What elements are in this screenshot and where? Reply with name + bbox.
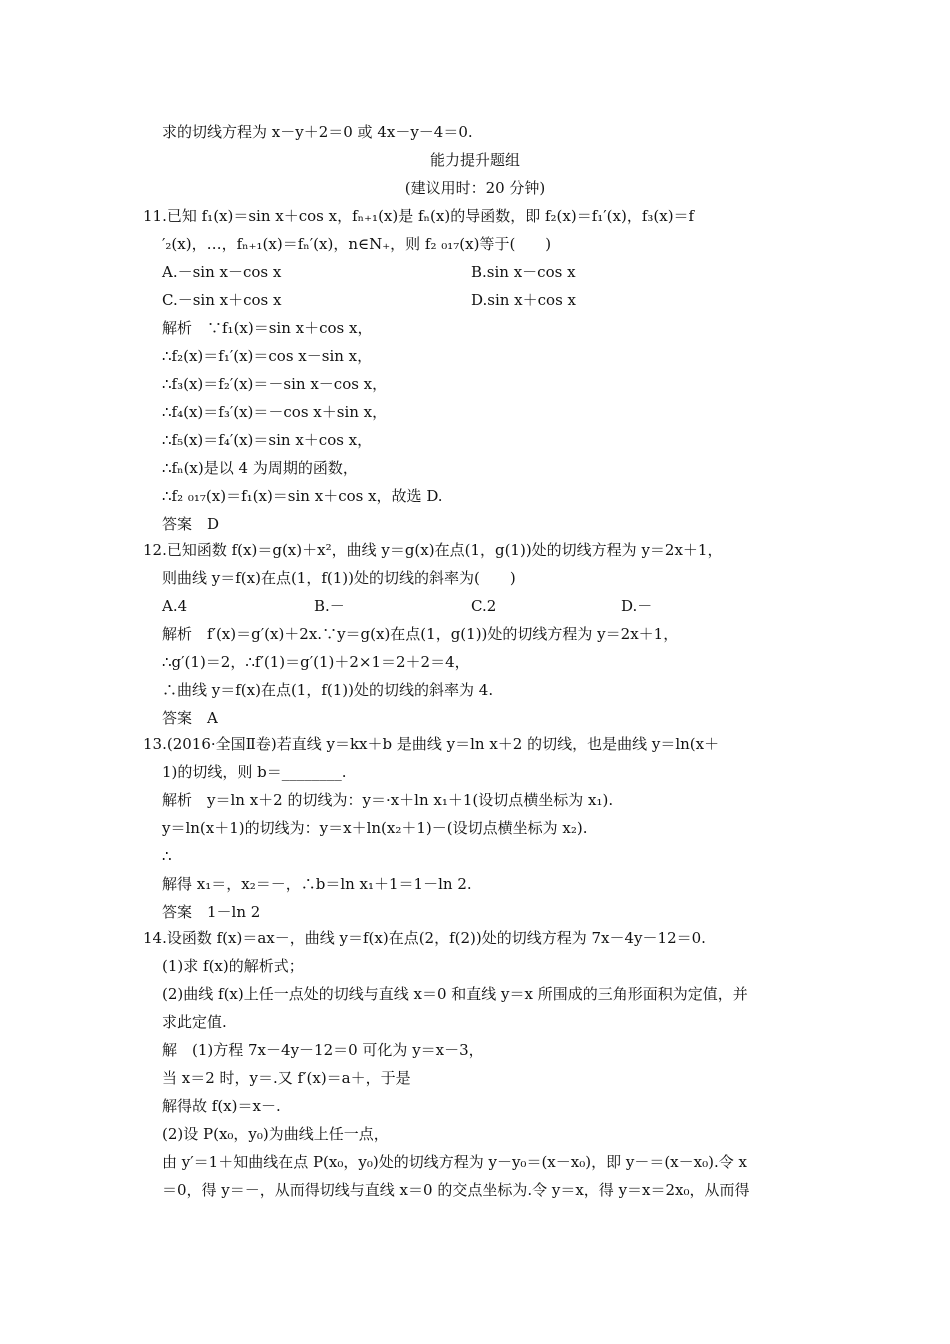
option-d: D.－: [621, 597, 653, 615]
solution-line: 解得故 f(x)＝x－.: [162, 1097, 281, 1115]
solution-line: 解得 x₁＝，x₂＝－，∴b＝ln x₁＋1＝1－ln 2.: [162, 875, 472, 893]
solution-line: 解析 f′(x)＝g′(x)＋2x.∵y＝g(x)在点(1，g(1))处的切线方程为 y＝2x＋1，: [162, 625, 679, 643]
section-heading: 能力提升题组: [429, 151, 520, 169]
text-line: 求的切线方程为 x－y＋2＝0 或 4x－y－4＝0.: [162, 123, 473, 141]
answer-line: 答案 D: [162, 515, 220, 533]
question-13: 13.(2016·全国Ⅱ卷)若直线 y＝kx＋b 是曲线 y＝ln x＋2 的切线，也是曲线 y＝ln(x＋: [143, 735, 720, 753]
option-c: C.－sin x＋cos x: [162, 291, 282, 309]
option-d: D.sin x＋cos x: [471, 291, 577, 309]
question-11: 11.已知 f₁(x)＝sin x＋cos x，fₙ₊₁(x)是 fₙ(x)的导函数，即 f₂(x)＝f₁′(x)，f₃(x)＝f: [143, 207, 695, 225]
solution-line: 解 (1)方程 7x－4y－12＝0 可化为 y＝x－3，: [162, 1041, 484, 1059]
solution-line: ∴fₙ(x)是以 4 为周期的函数，: [162, 459, 358, 477]
solution-line: 解析 y＝ln x＋2 的切线为：y＝·x＋ln x₁＋1(设切点横坐标为 x₁).: [162, 791, 614, 809]
text-line: (1)求 f(x)的解析式；: [162, 957, 304, 975]
solution-line: ∴f₃(x)＝f₂′(x)＝－sin x－cos x，: [162, 375, 388, 393]
solution-line: ∴f₂(x)＝f₁′(x)＝cos x－sin x，: [162, 347, 373, 365]
text-line: (2)曲线 f(x)上任一点处的切线与直线 x＝0 和直线 y＝x 所围成的三角形面积为定值，并: [162, 985, 748, 1003]
text-line: 则曲线 y＝f(x)在点(1，f(1))处的切线的斜率为( ): [162, 569, 516, 587]
solution-line: 解析 ∵f₁(x)＝sin x＋cos x，: [162, 319, 373, 337]
solution-line: 由 y′＝1＋知曲线在点 P(x₀，y₀)处的切线方程为 y－y₀＝(x－x₀)，即 y－＝(x－x₀).令 x: [162, 1153, 747, 1171]
solution-line: ∴曲线 y＝f(x)在点(1，f(1))处的切线的斜率为 4.: [162, 681, 494, 699]
solution-line: y＝ln(x＋1)的切线为：y＝x＋ln(x₂＋1)－(设切点横坐标为 x₂).: [162, 819, 588, 837]
option-a: A.4: [162, 597, 188, 615]
solution-line: ∴g′(1)＝2，∴f′(1)＝g′(1)＋2×1＝2＋2＝4，: [162, 653, 470, 671]
solution-line: ∴f₂ ₀₁₇(x)＝f₁(x)＝sin x＋cos x，故选 D.: [162, 487, 443, 505]
solution-line: (2)设 P(x₀，y₀)为曲线上任一点，: [162, 1125, 389, 1143]
solution-line: 当 x＝2 时，y＝.又 f′(x)＝a＋，于是: [162, 1069, 411, 1087]
option-b: B.－: [314, 597, 345, 615]
answer-line: 答案 1－ln 2: [162, 903, 261, 921]
solution-line: ∴f₄(x)＝f₃′(x)＝－cos x＋sin x，: [162, 403, 388, 421]
question-14: 14.设函数 f(x)＝ax－，曲线 y＝f(x)在点(2，f(2))处的切线方程为 7x－4y－12＝0.: [143, 929, 706, 947]
option-c: C.2: [471, 597, 497, 615]
text-line: 1)的切线，则 b＝________.: [162, 763, 347, 781]
solution-line: ∴f₅(x)＝f₄′(x)＝sin x＋cos x，: [162, 431, 373, 449]
solution-line: ＝0，得 y＝－，从而得切线与直线 x＝0 的交点坐标为.令 y＝x，得 y＝x＝2x₀，从而得: [162, 1181, 750, 1199]
option-a: A.－sin x－cos x: [162, 263, 282, 281]
option-b: B.sin x－cos x: [471, 263, 576, 281]
answer-line: 答案 A: [162, 709, 218, 727]
text-line: 求此定值.: [162, 1013, 227, 1031]
text-line: ′₂(x)，…，fₙ₊₁(x)＝fₙ′(x)，n∈N₊，则 f₂ ₀₁₇(x)等于( ): [162, 235, 552, 253]
solution-line: ∴: [162, 847, 172, 865]
question-12: 12.已知函数 f(x)＝g(x)＋x²，曲线 y＝g(x)在点(1，g(1))处的切线方程为 y＝2x＋1，: [143, 541, 723, 559]
section-subheading: (建议用时：20 分钟): [404, 179, 546, 197]
